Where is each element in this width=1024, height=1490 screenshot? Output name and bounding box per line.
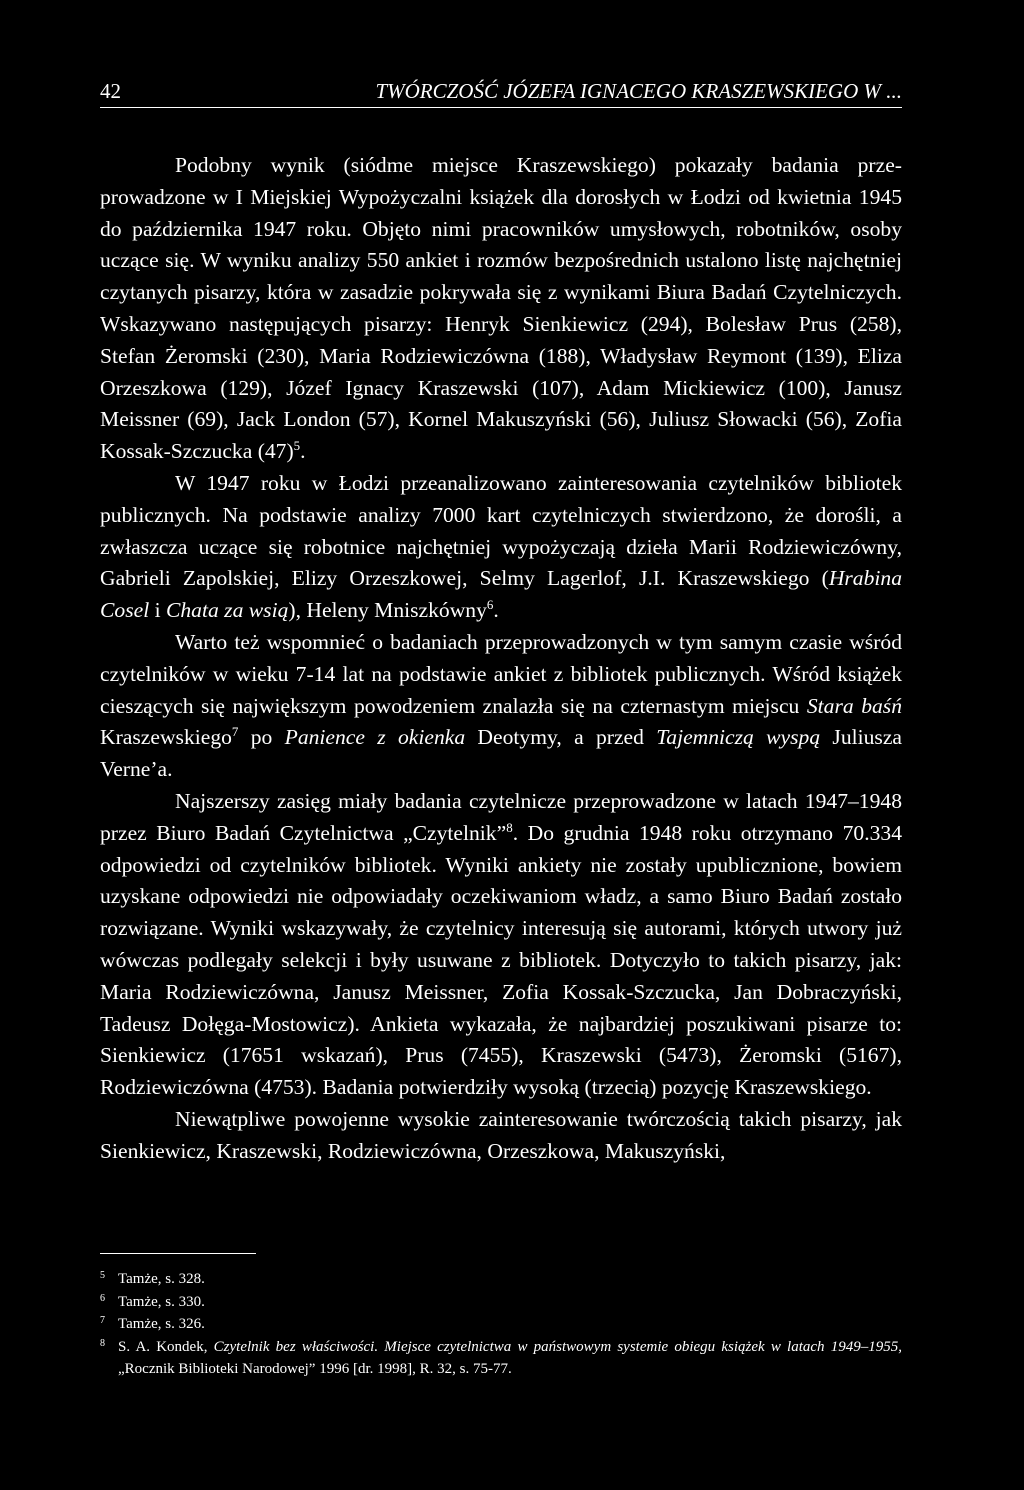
footnote-ref: 6 [486,596,494,612]
book-title: Stara baśń [806,693,902,718]
footnote-text: Tamże, s. 328. [118,1271,205,1287]
footnote [100,1291,902,1314]
book-title: Panience z okienka [284,725,466,750]
paragraph-1 [100,150,902,468]
footnote [100,1268,902,1291]
footnote [100,1313,902,1336]
footnote-ref: 5 [293,437,301,453]
text-run: Podobny wynik (siódme miejsce Kraszewskiego) pokazały badania przeprowadzone w I Miejskiej Wypożyczalni książek dla dorosłych w Łodzi od kwietnia 1945 do października 1947 roku. Objęto nimi pracowników umysłowych, robotników, osoby uczące się. W wyniku analizy 550 ankiet i rozmów bezpośrednich ustalono listę najchętniej czytanych pisarzy, która w zasadzie pokrywała się z wynikami Biura Badań Czytelniczych. Wskazywano następujących pisarzy: Henryk Sienkiewicz (294), Bolesław Prus (258), Stefan Żeromski (230), Maria Rodziewiczówna (188), Władysław Reymont (139), Eliza Orzeszkowa (129), Józef Ignacy Kraszewski (107), Adam Mickiewicz (100), Janusz Meissner (69), Jack London (57), Kornel Makuszyński (56), Juliusz Słowacki (56), Zofia Kossak-Szczucka (47) [100,153,902,464]
running-header [100,78,902,108]
text-run: . [300,439,306,464]
footnote-number: 5 [100,1270,105,1281]
text-run: W 1947 roku w Łodzi przeanalizowano zainteresowania czytelników bibliotek publicznych. Na podstawie analizy 7000 kart czytelniczych stwierdzono, że dorośli, a zwłaszcza uczące się robotnice najchętniej wypożyczają dzieła Marii Rodziewiczówny, Gabrieli Zapolskiej, Elizy Orzeszkowej, Selmy Lagerlof, J.I. Kraszewskiego ( [100,470,902,591]
text-run: i [149,598,166,623]
paragraph-2 [100,468,902,627]
footnote-number: 7 [100,1315,105,1326]
text-run: Najszerszy zasięg miały badania czytelnicze przeprowadzone w latach 1947–1948 przez Biuro Badań Czytelnictwa „Czytelnik” [100,788,902,845]
page-number: 42 [100,79,121,103]
text-run: , „Rocznik Biblioteki Narodowej” 1996 [dr. 1998], R. 32, s. 75-77. [118,1338,902,1377]
text-run: Deotymy, a przed [465,725,657,750]
text-run: S. A. Kondek, [118,1338,214,1355]
book-title: Tajemniczą wyspą [656,725,821,750]
main-text [100,150,902,1168]
footnote-number: 6 [100,1292,105,1304]
text-run: . [493,598,499,623]
text-run: Warto też wspomnieć o badaniach przeprowadzonych w tym samym czasie wśród czytelników w wieku 7-14 lat na podstawie ankiet z bibliotek publicznych. Wśród książek cieszących się największym powodzeniem znalazła się na czternastym miejscu [100,629,902,718]
footnote-text: Tamże, s. 330. [118,1293,205,1310]
book-title: Chata za wsią [165,598,289,623]
footnote-divider [100,1253,256,1254]
text-run: Kraszewskiego [100,725,232,750]
paragraph-3 [100,627,902,786]
text-run: Juliusza Verne’a. [100,725,902,782]
footnotes [100,1268,902,1381]
text-run: Niewątpliwe powojenne wysokie zainteresowanie twórczością takich pisarzy, jak Sienkiewicz, Kraszewski, Rodziewiczówna, Orzeszkowa, Makuszyński, [100,1106,902,1163]
footnote-number: 8 [100,1337,105,1349]
paragraph-5 [100,1104,902,1168]
footnote-ref: 7 [231,724,239,740]
cited-title: Czytelnik bez właściwości. Miejsce czytelnictwa w państwowym systemie obiegu książek w latach 1949–1955 [213,1338,899,1355]
text-run: . Do grudnia 1948 roku otrzymano 70.334 odpowiedzi od czytelników bibliotek. Wyniki ankiety nie zostały upublicznione, bowiem uzyskane odpowiedzi nie odpowiadały oczekiwaniom władz, a samo Biuro Badań zostało rozwiązane. Wyniki wskazywały, że czytelnicy interesują się autorami, których utwory już wówczas podlegały selekcji i były usuwane z bibliotek. Dotyczyło to takich pisarzy, jak: Maria Rodziewiczówna, Janusz Meissner, Zofia Kossak-Szczucka, Jan Dobraczyński, Tadeusz Dołęga-Mostowicz). Ankieta wykazała, że najbardziej poszukiwani pisarze to: Sienkiewicz (17651 wskazań), Prus (7455), Kraszewski (5473), Żeromski (5167), Rodziewiczówna (4753). Badania potwierdziły wysoką (trzecią) pozycję Kraszewskiego. [100,820,902,1100]
text-run: po [238,725,285,750]
text-run: ), Heleny Mniszkówny [288,598,487,623]
book-title: Hrabina Cosel [100,566,902,623]
footnote-ref: 8 [506,819,513,835]
paragraph-4 [100,786,902,1104]
footnote [100,1336,902,1381]
running-title: TWÓRCZOŚĆ JÓZEFA IGNACEGO KRASZEWSKIEGO W ... [375,79,902,103]
footnote-text [118,1336,902,1381]
footnote-text: Tamże, s. 326. [118,1316,205,1332]
